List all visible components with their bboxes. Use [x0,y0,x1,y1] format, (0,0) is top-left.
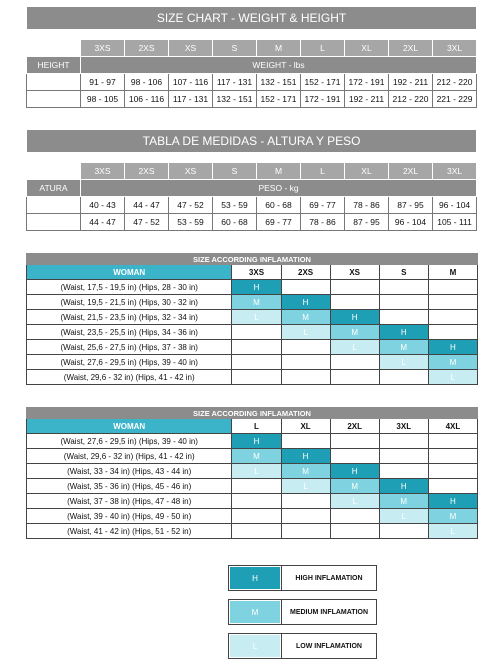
weight-cell: 87 - 95 [345,214,389,231]
level-cell: H [281,449,330,464]
level-cell [428,434,477,449]
size-label: 2XL [389,40,433,57]
level-cell: L [379,355,428,370]
table-row [27,449,478,464]
size-label: 2XS [125,163,169,180]
weight-cell: 98 - 105 [81,91,125,108]
table-row [27,214,477,231]
weight-cell: 60 - 68 [213,214,257,231]
level-cell [330,280,379,295]
weight-cell: 106 - 116 [125,91,169,108]
table-row [27,479,478,494]
level-cell [428,464,477,479]
table-row [27,355,478,370]
level-cell: H [330,464,379,479]
weight-cell: 221 - 229 [433,91,477,108]
table-row [27,340,478,355]
height-header: HEIGHT [27,57,81,74]
level-cell [330,355,379,370]
size-label: 2XL [330,419,379,434]
size-label: XS [169,40,213,57]
measurement-label: (Waist, 35 - 36 in) (Hips, 45 - 46 in) [27,479,232,494]
height-range: 1,70 a 1,83 [27,214,81,231]
level-cell: M [379,340,428,355]
legend-label-low: LOW INFLAMATION [281,634,376,658]
size-label: L [301,40,345,57]
weight-cell: 98 - 106 [125,74,169,91]
table-row [27,280,478,295]
legend-high [228,565,377,591]
level-cell [281,355,330,370]
level-cell [232,524,281,539]
weight-cell: 172 - 191 [345,74,389,91]
level-cell: L [428,370,477,385]
size-label: L [232,419,281,434]
weight-cell: 105 - 111 [433,214,477,231]
level-cell [379,464,428,479]
table-row [27,295,478,310]
size-label: 2XS [281,265,330,280]
size-label: XS [169,163,213,180]
weight-cell: 172 - 191 [301,91,345,108]
size-label: M [257,40,301,57]
level-cell [379,434,428,449]
weight-cell: 96 - 104 [433,197,477,214]
level-cell [232,479,281,494]
level-cell: L [428,524,477,539]
level-cell [379,449,428,464]
size-label: M [257,163,301,180]
weight-height-chart [26,6,477,108]
level-cell [232,370,281,385]
level-cell: M [428,355,477,370]
weight-cell: 96 - 104 [389,214,433,231]
level-cell: M [281,310,330,325]
chart-title: TABLA DE MEDIDAS - ALTURA Y PESO [27,130,477,153]
table-row [27,509,478,524]
weight-cell: 117 - 131 [213,74,257,91]
weight-cell: 47 - 52 [125,214,169,231]
inflammation-table-small [26,253,478,385]
peso-unit-header: PESO - kg [81,180,477,197]
size-label: 4XL [428,419,477,434]
measurement-label: (Waist, 29,6 - 32 in) (Hips, 41 - 42 in) [27,449,232,464]
measurement-label: (Waist, 41 - 42 in) (Hips, 51 - 52 in) [27,524,232,539]
level-cell: H [281,295,330,310]
size-header-row [27,163,477,180]
level-cell: L [379,509,428,524]
level-cell [281,434,330,449]
size-label: XS [330,265,379,280]
level-cell [428,280,477,295]
level-cell [281,280,330,295]
level-cell: L [232,464,281,479]
level-cell: H [428,340,477,355]
size-label: 2XS [125,40,169,57]
size-header-row [27,40,477,57]
measurement-label: (Waist, 27,6 - 29,5 in) (Hips, 39 - 40 in) [27,355,232,370]
level-cell: M [330,325,379,340]
level-cell: H [232,280,281,295]
measurement-label: (Waist, 19,5 - 21,5 in) (Hips, 30 - 32 in) [27,295,232,310]
weight-unit-header: WEIGHT - lbs [81,57,477,74]
weight-cell: 132 - 151 [213,91,257,108]
measurement-label: (Waist, 39 - 40 in) (Hips, 49 - 50 in) [27,509,232,524]
size-label: 3XS [81,163,125,180]
level-cell [379,370,428,385]
table-row [27,74,477,91]
weight-cell: 192 - 211 [389,74,433,91]
level-cell [281,524,330,539]
size-label: 3XS [232,265,281,280]
table-row [27,434,478,449]
measurement-label: (Waist, 37 - 38 in) (Hips, 47 - 48 in) [27,494,232,509]
table-row [27,370,478,385]
level-cell: L [281,479,330,494]
size-header-row [27,265,478,280]
altura-header: ATURA [27,180,81,197]
level-cell: H [379,325,428,340]
weight-cell: 44 - 47 [125,197,169,214]
weight-cell: 40 - 43 [81,197,125,214]
level-cell [232,325,281,340]
level-cell: M [330,479,379,494]
height-range: 1,50 a 1,69 [27,197,81,214]
level-cell [330,449,379,464]
level-cell [330,434,379,449]
table-row [27,325,478,340]
height-range: 5'3" a 5'6" [27,74,81,91]
weight-cell: 53 - 59 [213,197,257,214]
size-label: XL [281,419,330,434]
size-label: S [379,265,428,280]
size-label: S [213,40,257,57]
level-cell [428,449,477,464]
table-row [27,91,477,108]
size-label: XL [345,40,389,57]
size-label: 3XL [379,419,428,434]
weight-cell: 107 - 116 [169,74,213,91]
measurement-label: (Waist, 33 - 34 in) (Hips, 43 - 44 in) [27,464,232,479]
size-label: M [428,265,477,280]
size-label: 3XL [433,40,477,57]
legend-swatch-high: H [230,567,280,589]
table-row [27,310,478,325]
level-cell [379,524,428,539]
level-cell [281,340,330,355]
level-cell [379,295,428,310]
level-cell [428,325,477,340]
measurement-label: (Waist, 25,6 - 27,5 in) (Hips, 37 - 38 in) [27,340,232,355]
legend-label-high: HIGH INFLAMATION [281,566,376,590]
level-cell: M [281,464,330,479]
weight-cell: 152 - 171 [257,91,301,108]
level-cell [330,370,379,385]
weight-cell: 53 - 59 [169,214,213,231]
level-cell [330,524,379,539]
level-cell [232,494,281,509]
weight-cell: 60 - 68 [257,197,301,214]
level-cell: H [428,494,477,509]
level-cell [232,340,281,355]
legend-medium [228,599,377,625]
weight-cell: 91 - 97 [81,74,125,91]
size-label: L [301,163,345,180]
table-row [27,464,478,479]
weight-cell: 192 - 211 [345,91,389,108]
level-cell: L [330,340,379,355]
level-cell [379,310,428,325]
size-header-row [27,419,478,434]
level-cell [281,370,330,385]
weight-cell: 69 - 77 [301,197,345,214]
level-cell: H [379,479,428,494]
inflammation-table-large [26,407,478,539]
weight-cell: 87 - 95 [389,197,433,214]
legend-label-medium: MEDIUM INFLAMATION [281,600,376,624]
legend-swatch-medium: M [230,601,280,623]
level-cell: M [232,295,281,310]
inflammation-title: SIZE ACCORDING INFLAMATION [27,408,478,419]
weight-cell: 44 - 47 [81,214,125,231]
measurement-label: (Waist, 17,5 - 19,5 in) (Hips, 28 - 30 in) [27,280,232,295]
legend-swatch-low: L [230,635,280,657]
level-cell: L [330,494,379,509]
level-cell: M [428,509,477,524]
level-cell: M [379,494,428,509]
level-cell [330,509,379,524]
weight-cell: 152 - 171 [301,74,345,91]
table-row [27,494,478,509]
size-label: 3XL [433,163,477,180]
measurement-label: (Waist, 23,5 - 25,5 in) (Hips, 34 - 36 in) [27,325,232,340]
table-row [27,524,478,539]
level-cell: L [232,310,281,325]
size-label: S [213,163,257,180]
level-cell: L [281,325,330,340]
altura-peso-chart [26,129,477,231]
weight-cell: 78 - 86 [345,197,389,214]
measurement-label: (Waist, 27,6 - 29,5 in) (Hips, 39 - 40 in) [27,434,232,449]
level-cell [281,509,330,524]
measurement-label: (Waist, 21,5 - 23,5 in) (Hips, 32 - 34 in) [27,310,232,325]
level-cell: M [232,449,281,464]
weight-cell: 212 - 220 [433,74,477,91]
size-label: XL [345,163,389,180]
level-cell [330,295,379,310]
level-cell [428,479,477,494]
size-label: 2XL [389,163,433,180]
chart-title: SIZE CHART - WEIGHT & HEIGHT [27,7,477,30]
level-cell: H [232,434,281,449]
level-cell: H [330,310,379,325]
height-range: 5'7" a 6' [27,91,81,108]
level-cell [232,355,281,370]
woman-header: WOMAN [27,265,232,280]
weight-cell: 212 - 220 [389,91,433,108]
weight-cell: 47 - 52 [169,197,213,214]
level-cell [379,280,428,295]
legend-low [228,633,377,659]
weight-cell: 117 - 131 [169,91,213,108]
weight-cell: 78 - 86 [301,214,345,231]
weight-cell: 69 - 77 [257,214,301,231]
size-label: 3XS [81,40,125,57]
woman-header: WOMAN [27,419,232,434]
level-cell [281,494,330,509]
weight-cell: 132 - 151 [257,74,301,91]
measurement-label: (Waist, 29,6 - 32 in) (Hips, 41 - 42 in) [27,370,232,385]
inflammation-title: SIZE ACCORDING INFLAMATION [27,254,478,265]
table-row [27,197,477,214]
level-cell [428,310,477,325]
level-cell [428,295,477,310]
level-cell [232,509,281,524]
